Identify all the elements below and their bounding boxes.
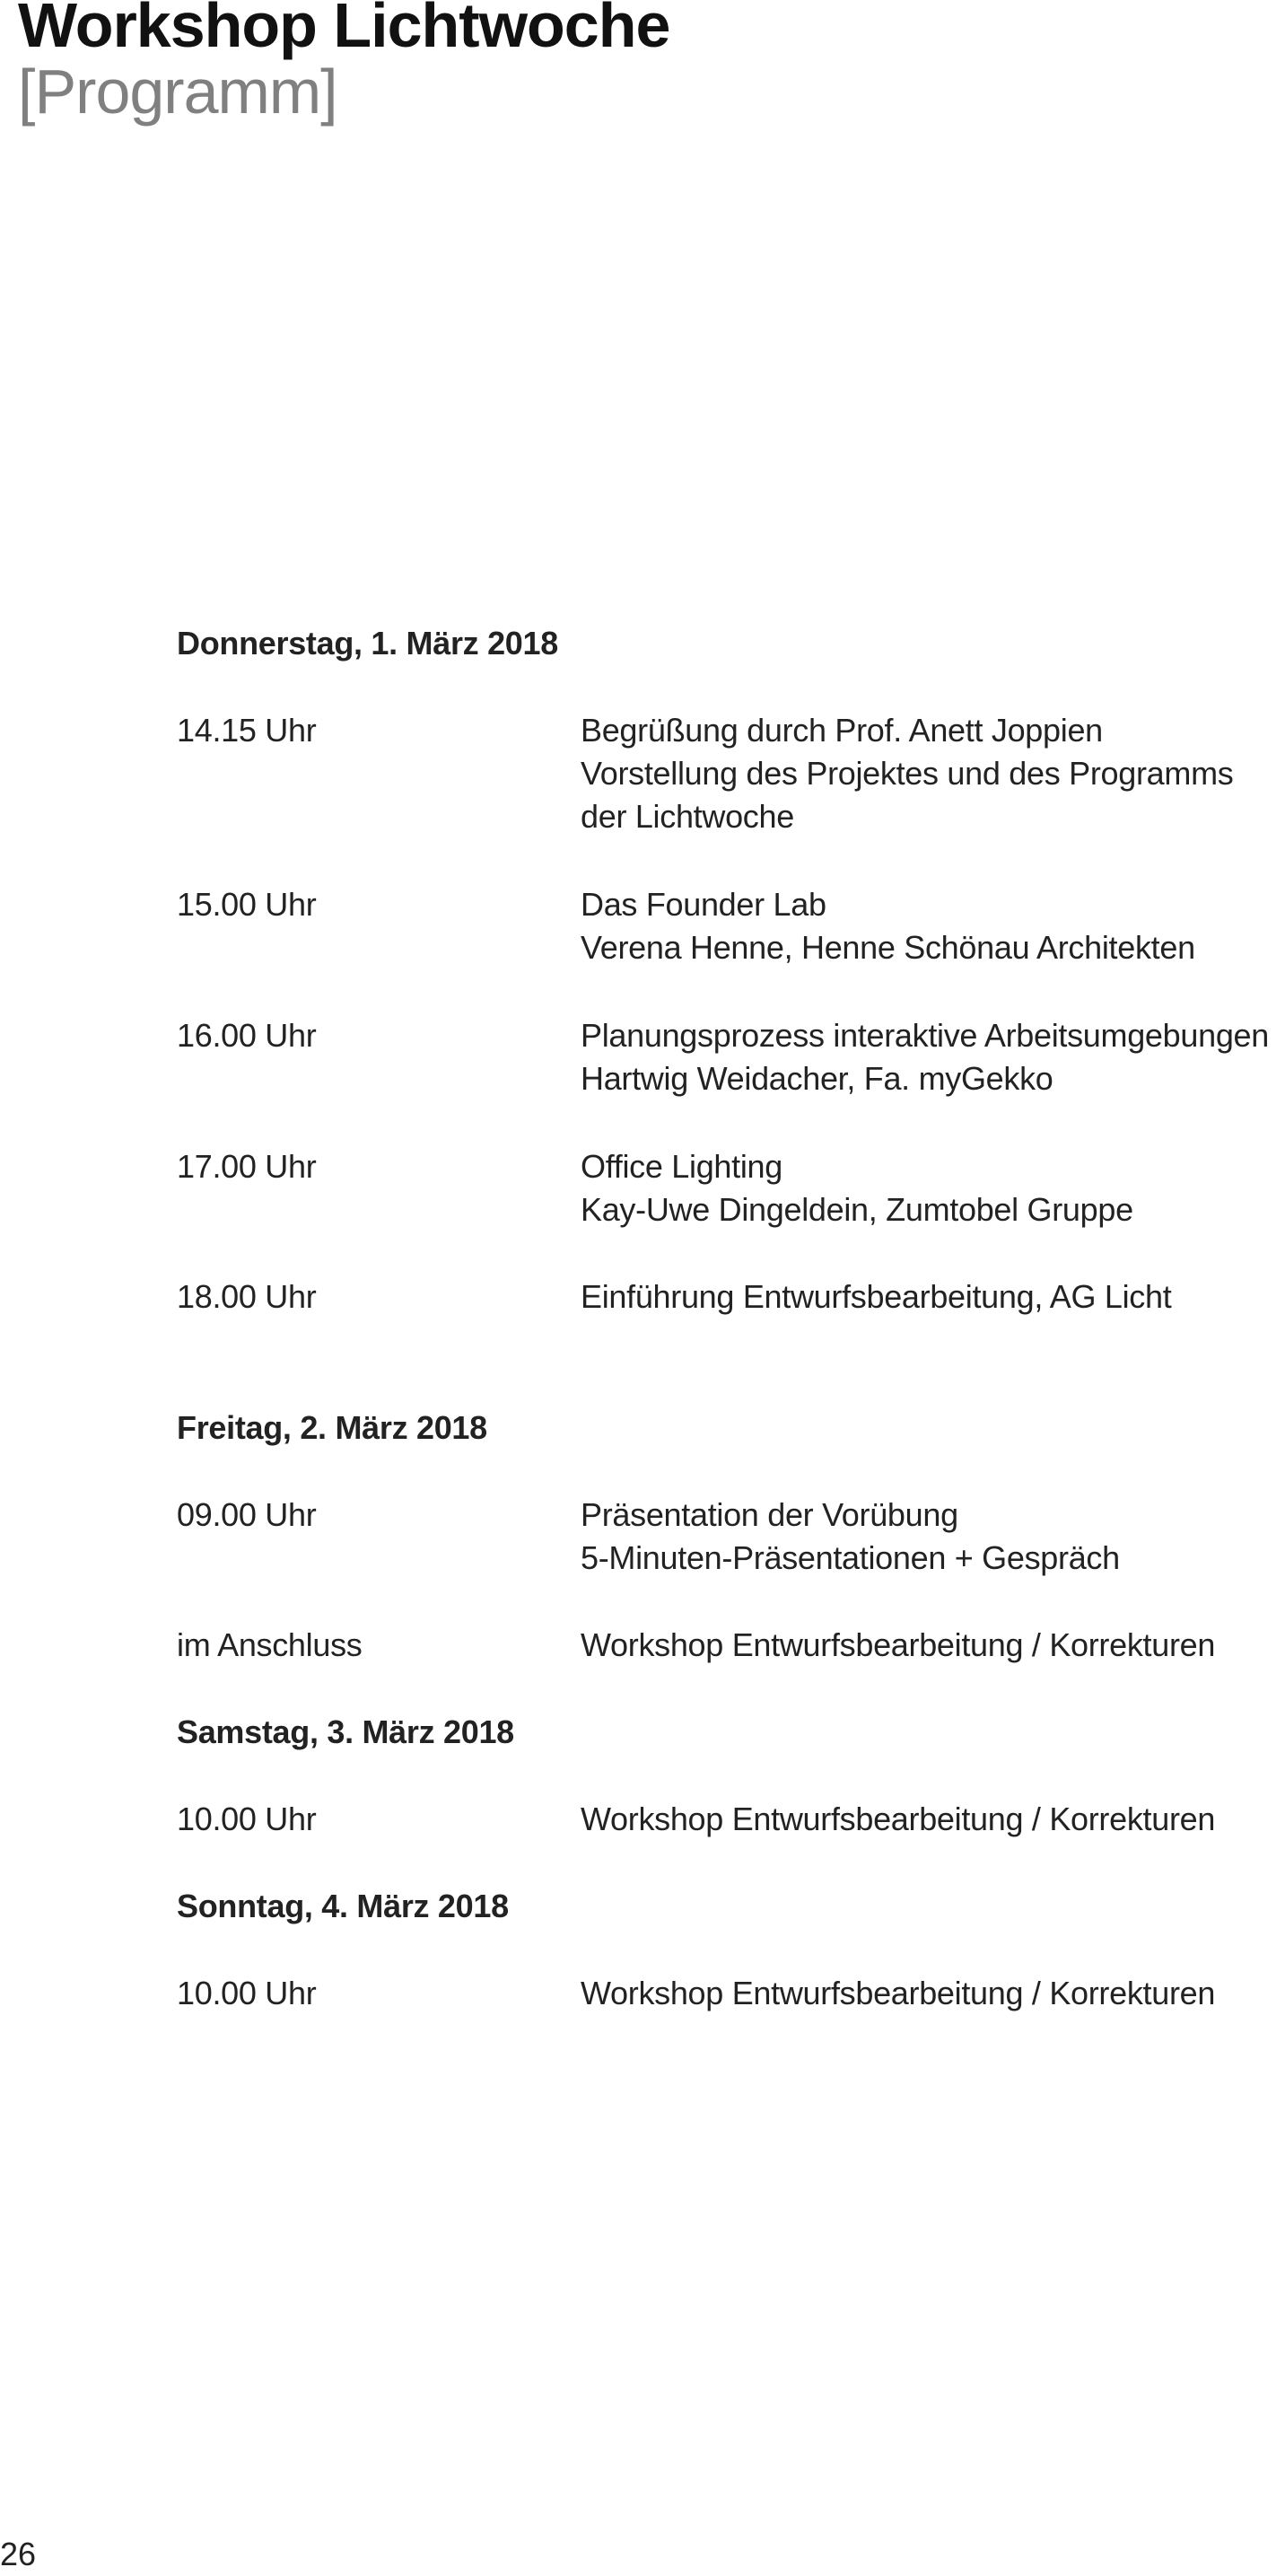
session-line: Workshop Entwurfsbearbeitung / Korrekturen: [581, 1626, 1216, 1663]
session-time: 16.00 Uhr: [177, 1017, 317, 1054]
session-line: Workshop Entwurfsbearbeitung / Korrekturen: [581, 1801, 1216, 1837]
session-line: 5-Minuten-Präsentationen + Gespräch: [581, 1539, 1120, 1576]
session-line: Kay-Uwe Dingeldein, Zumtobel Gruppe: [581, 1191, 1133, 1228]
session-time: 14.15 Uhr: [177, 712, 317, 749]
session-time: 09.00 Uhr: [177, 1496, 317, 1533]
page-subtitle: [Programm]: [18, 57, 337, 127]
session-time: im Anschluss: [177, 1626, 363, 1663]
session-description: [581, 1275, 1171, 1319]
session-line: Office Lighting: [581, 1148, 782, 1185]
session-line: der Lichtwoche: [581, 798, 794, 835]
session-line: Vorstellung des Projektes und des Programms: [581, 755, 1234, 792]
day-heading: Sonntag, 4. März 2018: [177, 1888, 509, 1924]
session-time: 10.00 Uhr: [177, 1801, 317, 1837]
page-title: Workshop Lichtwoche: [18, 0, 670, 60]
session-line: Begrüßung durch Prof. Anett Joppien: [581, 712, 1103, 749]
session-line: Verena Henne, Henne Schönau Architekten: [581, 929, 1195, 966]
session-line: Das Founder Lab: [581, 886, 826, 923]
day-heading: Freitag, 2. März 2018: [177, 1409, 487, 1446]
session-line: Einführung Entwurfsbearbeitung, AG Licht: [581, 1278, 1172, 1315]
session-description: [581, 883, 1195, 969]
session-line: Hartwig Weidacher, Fa. myGekko: [581, 1060, 1053, 1097]
day-heading: Samstag, 3. März 2018: [177, 1713, 514, 1750]
day-heading: Donnerstag, 1. März 2018: [177, 625, 558, 662]
page-number: 26: [0, 2536, 37, 2572]
session-description: [581, 1014, 1269, 1100]
session-time: 10.00 Uhr: [177, 1975, 317, 2011]
session-line: Workshop Entwurfsbearbeitung / Korrekturen: [581, 1975, 1216, 2011]
session-line: Präsentation der Vorübung: [581, 1496, 958, 1533]
session-line: Planungsprozess interaktive Arbeitsumgebungen: [581, 1017, 1269, 1054]
session-description: [581, 1145, 1133, 1231]
session-description: [581, 1798, 1215, 1841]
session-time: 17.00 Uhr: [177, 1148, 317, 1185]
session-time: 15.00 Uhr: [177, 886, 317, 923]
session-description: [581, 709, 1233, 838]
session-description: [581, 1494, 1120, 1580]
session-description: [581, 1624, 1215, 1667]
session-time: 18.00 Uhr: [177, 1278, 317, 1315]
session-description: [581, 1972, 1215, 2015]
